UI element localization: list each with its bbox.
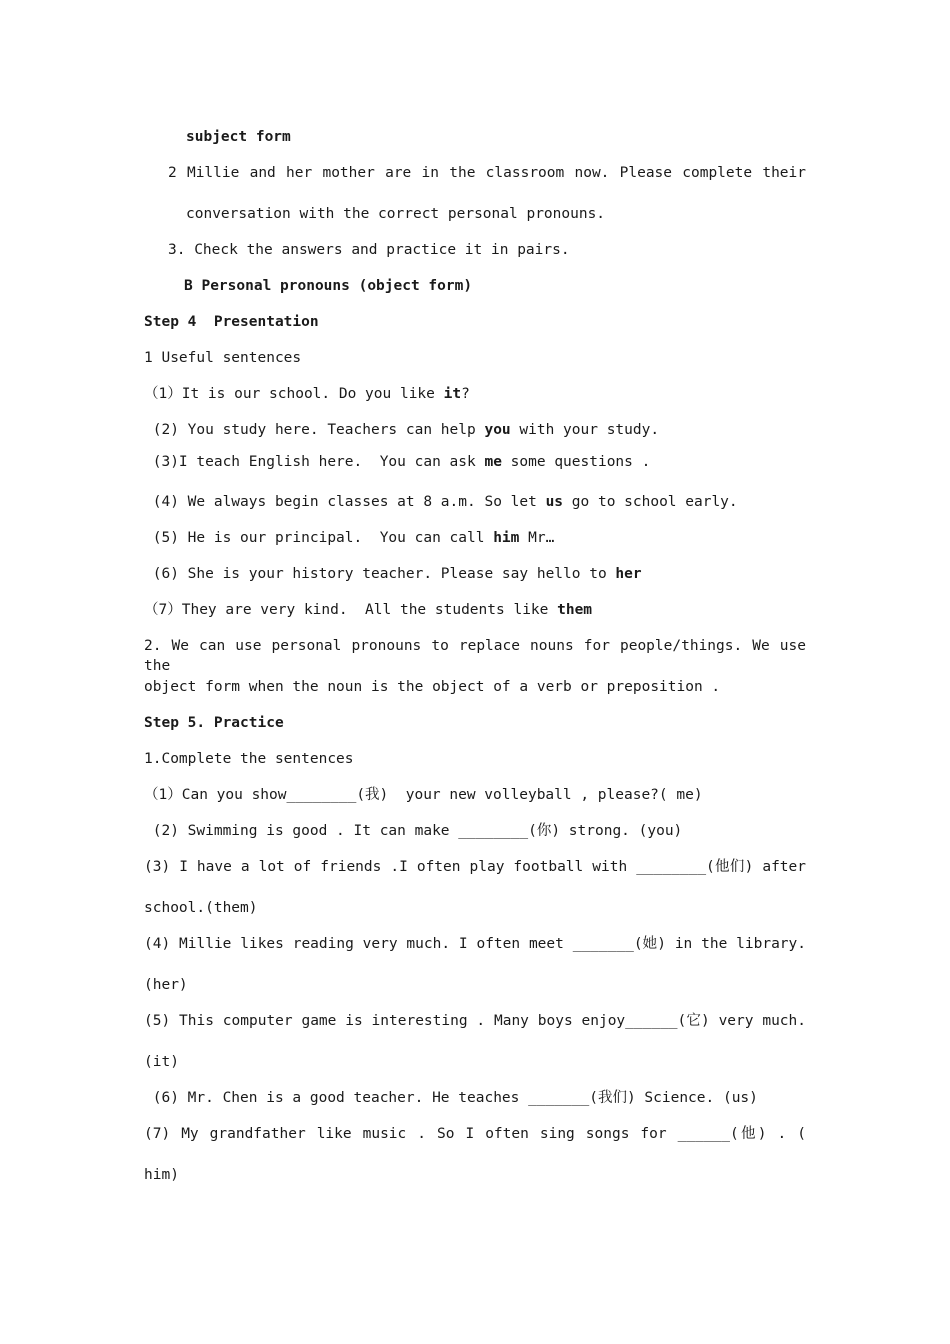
- exercise-3-cont: school.(them): [144, 900, 258, 916]
- sentence-3-end: some questions .: [501, 454, 651, 470]
- sentence-5-end: Mr…: [519, 530, 555, 546]
- section-b-heading: B Personal pronouns (object form): [184, 278, 473, 294]
- sentence-4-text: (4) We always begin classes at 8 a.m. So let: [144, 494, 546, 510]
- sentence-4: [144, 492, 738, 512]
- instruction-3: 3. Check the answers and practice it in pairs.: [168, 242, 570, 258]
- sentence-1-end: ?: [461, 386, 470, 402]
- exercise-6: (6) Mr. Chen is a good teacher. He teaches _______(我们) Science. (us): [144, 1090, 758, 1106]
- exercise-1: （1）Can you show________(我) your new volleyball , please?( me): [144, 787, 703, 803]
- instruction-2: 2 Millie and her mother are in the classroom now. Please complete their: [168, 165, 806, 181]
- sentence-2: [144, 420, 659, 440]
- sentence-1-text: （1）It is our school. Do you like: [144, 386, 444, 402]
- sentence-3-text: (3)I teach English here. You can ask: [144, 454, 485, 470]
- exercise-4-cont: (her): [144, 977, 188, 993]
- rule-paragraph: 2. We can use personal pronouns to replace nouns for people/things. We use the: [144, 638, 806, 674]
- exercise-7: (7) My grandfather like music . So I often sing songs for ______(他) . (: [144, 1126, 806, 1142]
- sentence-7-text: （7）They are very kind. All the students like: [144, 602, 558, 618]
- sentence-4-pronoun: us: [545, 494, 564, 510]
- sentence-2-pronoun: you: [484, 422, 511, 438]
- exercise-5-cont: (it): [144, 1054, 179, 1070]
- sentence-2-end: with your study.: [510, 422, 660, 438]
- exercise-heading: 1.Complete the sentences: [144, 751, 354, 767]
- rule-paragraph-cont: object form when the noun is the object of a verb or preposition .: [144, 679, 721, 695]
- useful-sentences-heading: 1 Useful sentences: [144, 350, 302, 366]
- exercise-4: (4) Millie likes reading very much. I often meet _______(她) in the library.: [144, 936, 806, 952]
- sentence-5: [144, 528, 554, 548]
- exercise-5: (5) This computer game is interesting . Many boys enjoy______(它) very much.: [144, 1013, 806, 1029]
- sentence-6: [144, 564, 642, 584]
- sentence-3: [144, 452, 650, 472]
- sentence-1-pronoun: it: [443, 386, 462, 402]
- sentence-5-pronoun: him: [493, 530, 520, 546]
- sentence-3-pronoun: me: [484, 454, 502, 470]
- exercise-7-cont: him): [144, 1167, 179, 1183]
- step-5-heading: Step 5. Practice: [144, 715, 284, 731]
- sentence-7-pronoun: them: [557, 602, 593, 618]
- sentence-7: [144, 600, 592, 620]
- instruction-2-cont: conversation with the correct personal pronouns.: [186, 206, 606, 222]
- sentence-6-text: (6) She is your history teacher. Please say hello to: [144, 566, 616, 582]
- sentence-2-text: (2) You study here. Teachers can help: [144, 422, 485, 438]
- subject-form-heading: subject form: [186, 129, 291, 145]
- exercise-3: (3) I have a lot of friends .I often play football with ________(他们) after: [144, 859, 806, 875]
- sentence-4-end: go to school early.: [563, 494, 738, 510]
- step-4-heading: Step 4 Presentation: [144, 314, 319, 330]
- sentence-1: [144, 384, 470, 404]
- sentence-6-pronoun: her: [615, 566, 642, 582]
- exercise-2: (2) Swimming is good . It can make ________(你) strong. (you): [144, 823, 683, 839]
- sentence-5-text: (5) He is our principal. You can call: [144, 530, 494, 546]
